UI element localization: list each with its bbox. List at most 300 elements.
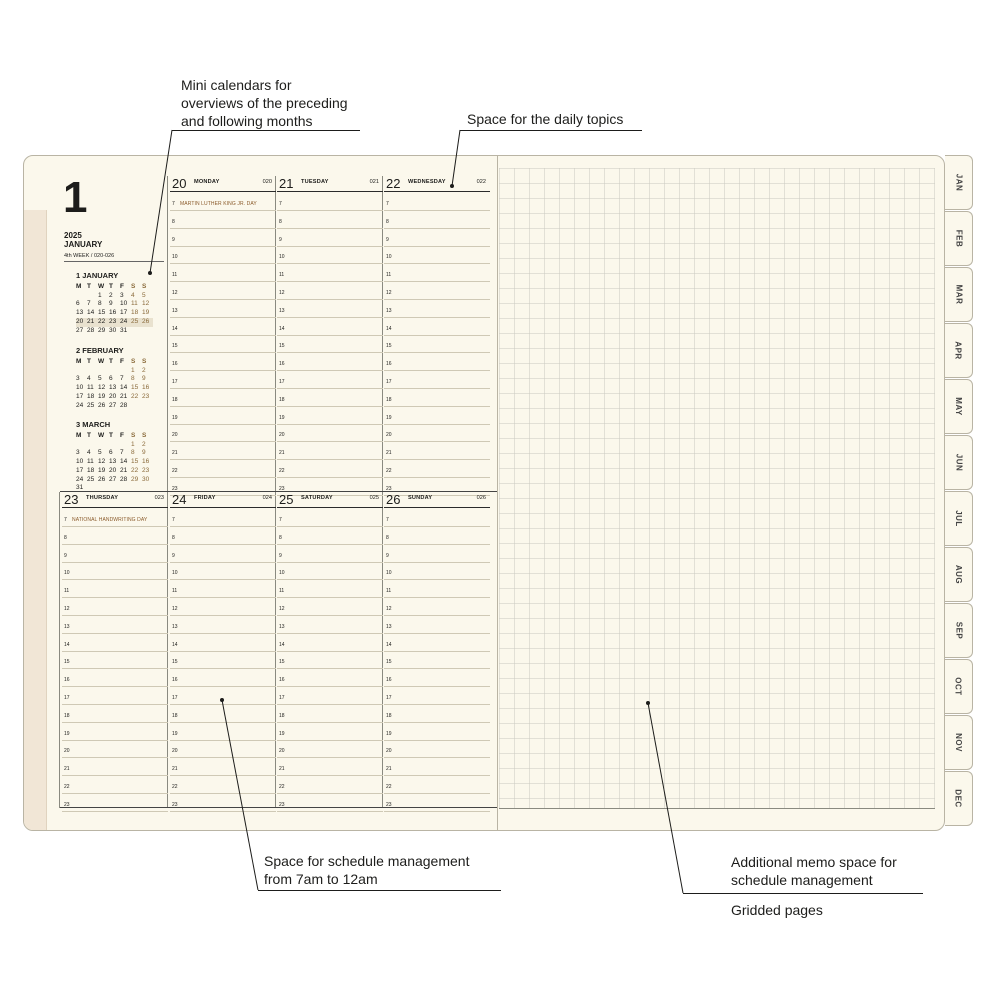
hour-label: 10 [386,254,392,261]
mini-calendar-date: 4 [131,291,135,299]
tab-feb[interactable] [945,211,973,266]
hour-slot[interactable] [277,317,383,318]
hour-label: 14 [386,325,392,332]
mini-calendar-date [76,441,87,450]
annotation-underline [683,893,923,894]
memo-grid[interactable] [499,168,935,809]
annotation-dot [220,698,224,702]
mini-calendar-date: 6 [109,449,113,457]
mini-calendar-weekday: F [120,432,124,439]
hour-slot[interactable] [277,335,383,336]
mini-calendar-date: 30 [142,475,150,483]
hour-slot[interactable] [277,246,383,247]
mini-calendar-date: 10 [120,300,128,308]
hour-label: 14 [386,641,392,648]
hour-label: 23 [172,485,178,492]
hour-slot[interactable] [62,651,168,652]
mini-calendar-date: 6 [76,300,80,308]
hour-slot[interactable] [277,740,383,741]
hour-label: 10 [279,254,285,261]
hour-label: 8 [172,218,175,225]
hour-slot[interactable] [384,597,490,598]
mini-calendar-date: 31 [76,484,84,492]
hour-label: 22 [172,784,178,790]
tab-may[interactable] [945,379,973,434]
mini-calendar-weekday: T [109,283,113,290]
hour-label: 10 [172,570,178,577]
hour-slot[interactable] [170,651,276,652]
mini-calendar-date: 27 [76,326,84,334]
hour-label: 23 [64,801,70,808]
hour-slot[interactable] [170,370,276,371]
mini-calendar-date: 14 [87,309,95,317]
hour-slot[interactable] [384,757,490,758]
day-number: 25 [279,492,294,507]
hour-slot[interactable] [62,722,168,723]
mini-calendar-grid [76,283,156,335]
hour-slot[interactable] [62,757,168,758]
mini-calendar-weekday: S [142,283,147,290]
tab-aug[interactable] [945,547,973,602]
hour-label: 17 [64,695,70,701]
hour-label: 7 [386,201,389,207]
tab-label: AUG [954,564,963,585]
hour-label: 17 [279,379,285,385]
hour-slot[interactable] [384,246,490,247]
hour-slot[interactable] [277,775,383,776]
mini-calendar-date: 2 [142,366,146,374]
mini-calendar-title: 2 FEBRUARY [76,346,124,355]
planner-spine [24,210,47,830]
hour-slot[interactable] [277,722,383,723]
mini-calendar-date: 18 [87,466,95,474]
tab-label: NOV [954,733,963,752]
mini-calendar-date: 15 [131,384,139,392]
mini-calendar-grid [76,432,156,493]
hour-label: 21 [172,450,178,457]
hour-slot[interactable] [384,370,490,371]
hour-slot[interactable] [384,459,490,460]
day-header[interactable] [277,176,383,192]
hour-slot[interactable] [170,775,276,776]
hour-slot[interactable] [277,562,383,563]
mini-calendar-date: 16 [109,309,117,317]
mini-calendar-date: 13 [109,458,117,466]
hour-label: 23 [279,485,285,492]
hour-slot[interactable] [277,526,383,527]
hour-slot[interactable] [384,633,490,634]
tab-apr[interactable] [945,323,973,378]
hour-label: 11 [386,588,392,595]
hour-label: 9 [386,552,389,559]
hour-slot[interactable] [384,722,490,723]
tab-nov[interactable] [945,715,973,770]
hour-slot[interactable] [170,317,276,318]
mini-calendar-date: 6 [109,375,113,383]
mini-calendar-date [76,292,87,301]
hour-slot[interactable] [62,562,168,563]
year-month-label [64,231,102,249]
day-header[interactable] [384,176,490,192]
hour-slot[interactable] [384,210,490,211]
hour-label: 20 [172,748,178,755]
hour-slot[interactable] [170,352,276,353]
hour-slot[interactable] [384,615,490,616]
hour-slot[interactable] [62,740,168,741]
day-number: 22 [386,176,401,191]
mini-calendar-weekday: T [87,432,91,439]
hour-slot[interactable] [277,651,383,652]
hour-slot[interactable] [277,299,383,300]
hour-slot[interactable] [384,477,490,478]
day-column-wednesday [384,176,490,491]
day-column-sunday [384,492,490,807]
day-number: 20 [172,176,187,191]
hour-label: 12 [386,606,392,612]
tab-sep[interactable] [945,603,973,658]
mini-calendar-weekday: S [142,432,147,439]
hour-slot[interactable] [277,686,383,687]
hour-label: 18 [279,712,285,719]
hour-slot[interactable] [62,597,168,598]
hour-slot[interactable] [277,406,383,407]
hour-slot[interactable] [170,579,276,580]
mini-calendar-grid [76,358,156,410]
mini-calendar-date: 20 [109,392,117,400]
annotation-daily-topics: Space for the daily topics [467,111,624,127]
hour-slot[interactable] [277,668,383,669]
tab-jun[interactable] [945,435,973,490]
hour-slot[interactable] [277,811,383,812]
mini-calendar-date: 24 [120,318,131,327]
hour-label: 18 [64,712,70,719]
mini-calendar-date: 21 [87,318,98,327]
hour-label: 18 [386,396,392,403]
tab-oct[interactable] [945,659,973,714]
hour-slot[interactable] [277,459,383,460]
mini-calendar-date [98,441,109,450]
mini-calendar-date: 28 [120,475,128,483]
hour-slot[interactable] [170,424,276,425]
hour-label: 7 [64,517,67,523]
hour-slot[interactable] [384,352,490,353]
hour-slot[interactable] [277,281,383,282]
tab-label: JAN [953,173,963,192]
week-info: 4th WEEK / 020-026 [64,253,164,262]
day-header[interactable] [277,492,383,508]
annotation-mini-calendars-line3: and following months [181,113,313,129]
hour-slot[interactable] [277,579,383,580]
mini-calendar-date [142,327,153,336]
hour-label: 11 [386,272,392,279]
hour-slot[interactable] [384,562,490,563]
hour-slot[interactable] [170,562,276,563]
hour-slot[interactable] [170,210,276,211]
hour-slot[interactable] [384,740,490,741]
mini-calendar-date: 11 [131,300,138,308]
day-header[interactable] [384,492,490,508]
hour-slot[interactable] [384,704,490,705]
hour-slot[interactable] [170,299,276,300]
hour-label: 16 [279,361,285,368]
hour-slot[interactable] [277,441,383,442]
hour-slot[interactable] [170,740,276,741]
hour-label: 15 [386,659,392,666]
hour-label: 17 [386,695,392,701]
hour-label: 21 [279,766,285,773]
mini-calendar-date: 27 [109,401,117,409]
hour-slot[interactable] [170,228,276,229]
tab-label: MAR [954,284,963,305]
mini-calendar-date: 10 [76,458,84,466]
day-number: 24 [172,492,187,507]
hour-label: 19 [64,730,70,737]
hour-label: 22 [172,468,178,474]
hour-slot[interactable] [277,424,383,425]
day-name: SUNDAY [408,495,433,501]
hour-label: 13 [279,307,285,314]
hour-slot[interactable] [384,686,490,687]
annotation-schedule-line1: Space for schedule management [264,853,470,869]
hour-slot[interactable] [277,757,383,758]
hour-label: 11 [172,588,178,595]
hour-slot[interactable] [277,228,383,229]
hour-slot[interactable] [62,811,168,812]
hour-slot[interactable] [62,686,168,687]
hour-slot[interactable] [384,335,490,336]
mini-calendar-date: 29 [98,326,106,334]
hour-slot[interactable] [62,775,168,776]
hour-label: 7 [172,517,175,523]
hour-slot[interactable] [384,775,490,776]
mini-calendar-date: 15 [98,309,106,317]
hour-label: 8 [172,534,175,541]
mini-calendar-date: 30 [109,326,117,334]
annotation-mini-calendars-line2: overviews of the preceding [181,95,348,111]
day-number: 23 [64,492,79,507]
hour-slot[interactable] [384,544,490,545]
mini-calendar-weekday: T [87,358,91,365]
hour-slot[interactable] [384,317,490,318]
mini-calendar-date: 2 [109,291,113,299]
hour-label: 14 [172,325,178,332]
mini-calendar-date: 12 [98,384,106,392]
hour-slot[interactable] [384,299,490,300]
hour-label: 8 [64,534,67,541]
hour-slot[interactable] [62,704,168,705]
hour-label: 21 [64,766,70,773]
mini-calendar-date: 21 [120,392,128,400]
mini-calendar-march [76,420,156,493]
hour-label: 20 [64,748,70,755]
hour-slot[interactable] [62,544,168,545]
hour-label: 22 [279,784,285,790]
hour-label: 13 [172,623,178,630]
hour-slot[interactable] [384,441,490,442]
hour-label: 12 [64,606,70,612]
annotation-mini-calendars-line1: Mini calendars for [181,77,292,93]
mini-calendar-date: 11 [87,458,94,466]
annotation-schedule [264,852,469,888]
hour-slot[interactable] [384,281,490,282]
hour-slot[interactable] [277,544,383,545]
hour-slot[interactable] [170,335,276,336]
hour-label: 12 [386,290,392,296]
hour-label: 16 [279,677,285,684]
hour-label: 11 [279,588,285,595]
hour-slot[interactable] [170,597,276,598]
mini-calendar-date: 9 [142,449,146,457]
mini-calendar-date: 14 [120,384,128,392]
mini-calendar-date: 12 [98,458,106,466]
hour-label: 13 [64,623,70,630]
hour-slot[interactable] [170,686,276,687]
hour-slot[interactable] [170,441,276,442]
day-name: THURSDAY [86,495,119,501]
hour-label: 9 [172,552,175,559]
hour-label: 22 [64,784,70,790]
hour-label: 13 [279,623,285,630]
annotation-memo [731,853,897,889]
hour-slot[interactable] [277,210,383,211]
tab-jan[interactable] [945,155,973,210]
mini-calendar-date [131,402,142,411]
annotation-dot [450,184,454,188]
hour-slot[interactable] [277,370,383,371]
day-header[interactable] [170,176,276,192]
tab-dec[interactable] [945,771,973,826]
mini-calendar-date: 5 [98,449,102,457]
mini-calendar-date: 11 [87,384,94,392]
mini-calendar-date: 28 [87,326,95,334]
hour-slot[interactable] [170,757,276,758]
mini-calendar-february [76,346,156,410]
hour-slot[interactable] [62,579,168,580]
hour-label: 13 [172,307,178,314]
day-header[interactable] [170,492,276,508]
hour-label: 11 [279,272,285,279]
hour-label: 19 [279,414,285,421]
hour-slot[interactable] [170,704,276,705]
day-column-monday [170,176,276,491]
hour-slot[interactable] [384,388,490,389]
tab-label: JUL [954,510,963,527]
hour-slot[interactable] [170,477,276,478]
hour-slot[interactable] [277,597,383,598]
hour-label: 16 [172,361,178,368]
hour-slot[interactable] [384,793,490,794]
mini-calendar-weekday: S [142,358,147,365]
hour-label: 11 [172,272,178,279]
tab-jul[interactable] [945,491,973,546]
hour-slot[interactable] [277,793,383,794]
hour-slot[interactable] [384,424,490,425]
hour-slot[interactable] [384,228,490,229]
mini-calendar-date [131,327,142,336]
mini-calendar-date [76,367,87,376]
mini-calendar-date: 1 [98,291,102,299]
hour-slot[interactable] [62,526,168,527]
hour-label: 7 [279,201,282,207]
hour-slot[interactable] [384,651,490,652]
mini-calendar-date: 28 [120,401,128,409]
mini-calendar-date: 20 [109,466,117,474]
mini-calendar-date: 12 [142,300,150,308]
hour-slot[interactable] [170,281,276,282]
hour-slot[interactable] [62,668,168,669]
hour-slot[interactable] [277,352,383,353]
hour-label: 15 [279,343,285,350]
hour-slot[interactable] [170,526,276,527]
annotation-underline [258,890,501,891]
mini-calendar-weekday: F [120,283,124,290]
hour-slot[interactable] [384,811,490,812]
hour-slot[interactable] [170,668,276,669]
mini-calendar-date: 5 [98,375,102,383]
hour-slot[interactable] [62,793,168,794]
mini-calendar-date: 5 [142,291,146,299]
hour-slot[interactable] [170,263,276,264]
tab-mar[interactable] [945,267,973,322]
mini-calendar-date [142,402,153,411]
mini-calendar-date: 7 [120,375,124,383]
day-column-tuesday [277,176,383,491]
mini-calendar-weekday: T [87,283,91,290]
hour-slot[interactable] [384,526,490,527]
hour-slot[interactable] [170,633,276,634]
hour-slot[interactable] [170,459,276,460]
day-name: TUESDAY [301,179,329,185]
mini-calendar-date: 19 [142,309,150,317]
hour-slot[interactable] [384,263,490,264]
hour-slot[interactable] [277,388,383,389]
mini-calendar-date: 16 [142,458,150,466]
day-header[interactable] [62,492,168,508]
hour-label: 18 [172,396,178,403]
hour-slot[interactable] [277,263,383,264]
hour-slot[interactable] [277,633,383,634]
hour-slot[interactable] [384,668,490,669]
hour-label: 9 [172,236,175,243]
mini-calendar-weekday: S [131,432,136,439]
hour-slot[interactable] [277,704,383,705]
hour-slot[interactable] [170,811,276,812]
hour-slot[interactable] [170,722,276,723]
hour-slot[interactable] [62,615,168,616]
hour-slot[interactable] [384,579,490,580]
mini-calendar-january [76,271,156,335]
hour-slot[interactable] [62,633,168,634]
hour-label: 15 [279,659,285,666]
hour-label: 10 [172,254,178,261]
hour-label: 15 [172,343,178,350]
mini-calendar-date: 17 [120,309,128,317]
mini-calendar-weekday: M [76,283,82,290]
hour-slot[interactable] [170,246,276,247]
hour-slot[interactable] [170,388,276,389]
hour-label: 22 [279,468,285,474]
hour-slot[interactable] [170,406,276,407]
hour-slot[interactable] [170,544,276,545]
hour-slot[interactable] [277,477,383,478]
hour-slot[interactable] [277,615,383,616]
hour-slot[interactable] [384,406,490,407]
mini-calendar-date [109,441,120,450]
day-number: 21 [279,176,294,191]
hour-slot[interactable] [170,615,276,616]
hour-slot[interactable] [170,793,276,794]
day-name: MONDAY [194,179,220,185]
